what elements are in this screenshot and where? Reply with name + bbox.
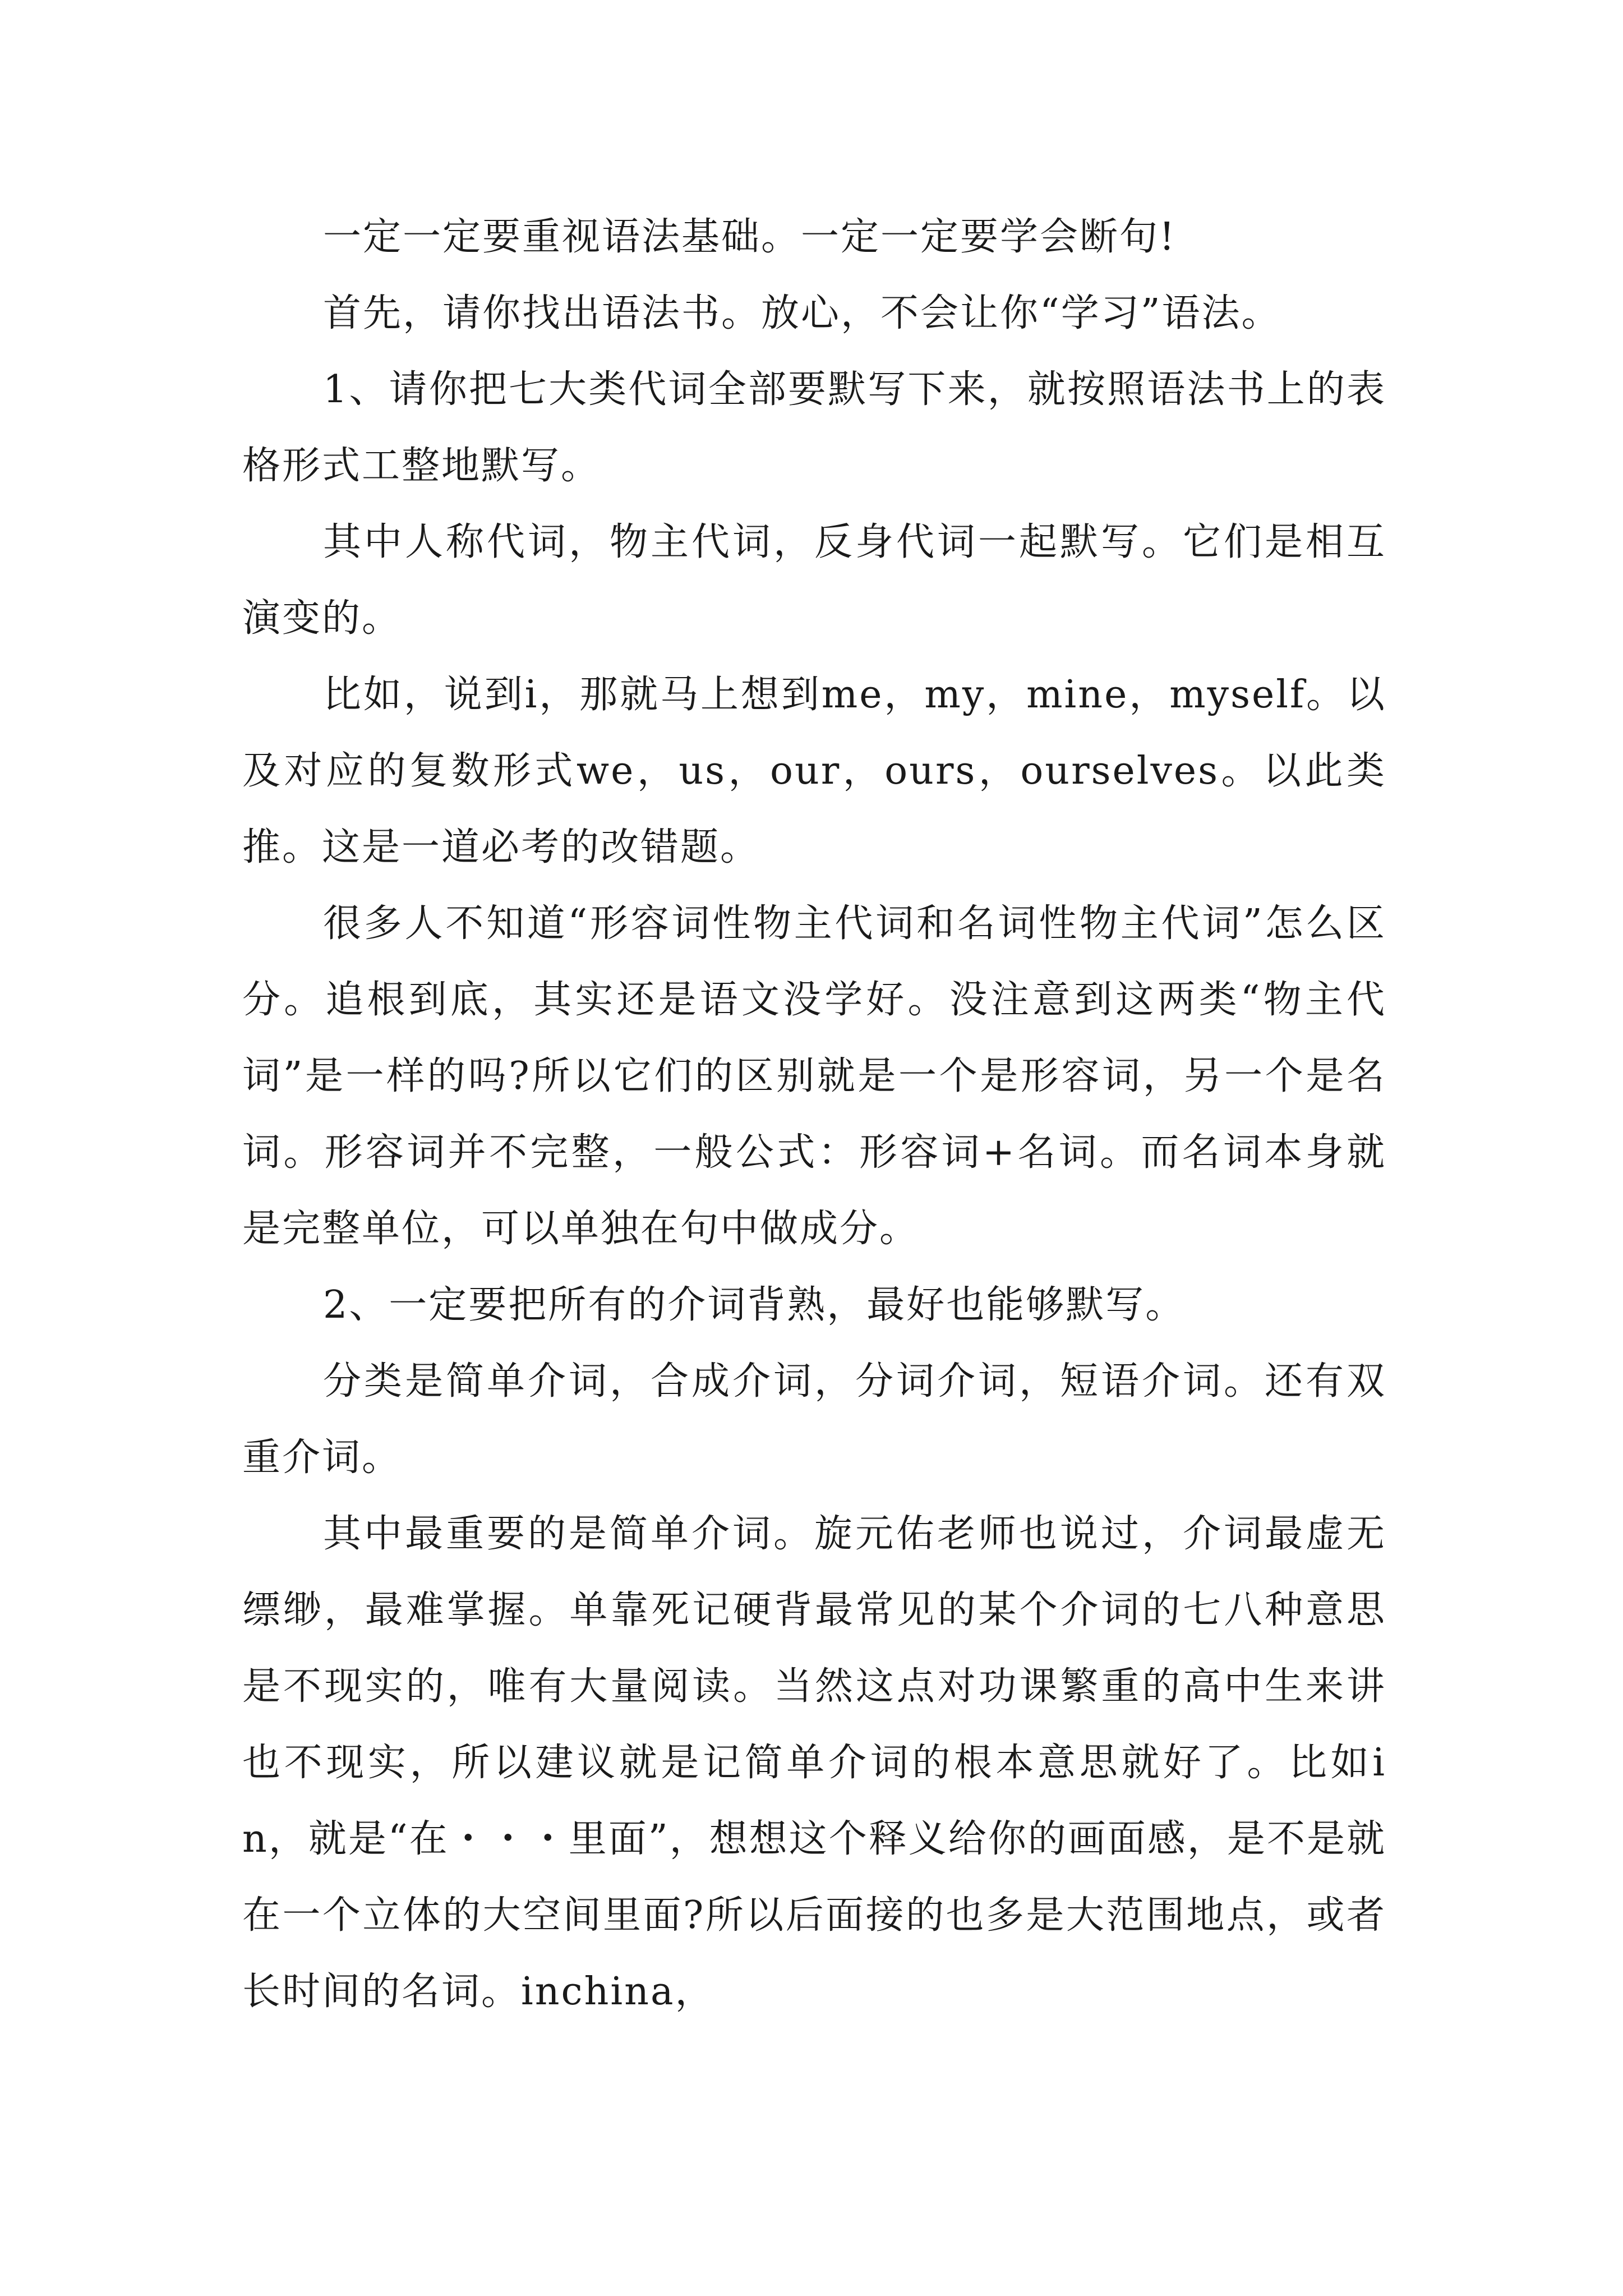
paragraph-prepositions: 2、一定要把所有的介词背熟，最好也能够默写。 [323,1283,1186,1327]
paragraph-grammar-basics: 一定一定要重视语法基础。一定一定要学会断句! [323,215,1177,259]
paragraph-find-grammar-book: 首先，请你找出语法书。放心，不会让你“学习”语法。 [323,291,1281,335]
paragraph-pronouns-dictation: 1、请你把七大类代词全部要默写下来，就按照语法书上的表格形式工整地默写。 [242,367,1386,488]
paragraph-simple-prepositions: 其中最重要的是简单介词。旋元佑老师也说过，介词最虚无缥缈，最难掌握。单靠死记硬背最常见的某个介词的七八种意思是不现实的，唯有大量阅读。当然这点对功课繁重的高中生来讲也不现实，所以建议就是记简单介词的根本意思就好了。比如in，就是“在・・・里面”，想想这个释义给你的画面感，是不是就在一个立体的大空间里面?所以后面接的也多是大范围地点，或者长时间的名词。inchina， [242,1512,1386,2014]
document-body [242,199,1386,2030]
paragraph-possessive-pronouns: 很多人不知道“形容词性物主代词和名词性物主代词”怎么区分。追根到底，其实还是语文没学好。没注意到这两类“物主代词”是一样的吗?所以它们的区别就是一个是形容词，另一个是名词。形容词并不完整，一般公式：形容词+名词。而名词本身就是完整单位，可以单独在句中做成分。 [242,901,1386,1251]
paragraph-pronoun-example: 比如，说到i，那就马上想到me，my，mine，myself。以及对应的复数形式we，us，our，ours，ourselves。以此类推。这是一道必考的改错题。 [242,673,1386,869]
paragraph-pronoun-types: 其中人称代词，物主代词，反身代词一起默写。它们是相互演变的。 [242,520,1386,641]
paragraph-preposition-types: 分类是简单介词，合成介词，分词介词，短语介词。还有双重介词。 [242,1359,1386,1480]
